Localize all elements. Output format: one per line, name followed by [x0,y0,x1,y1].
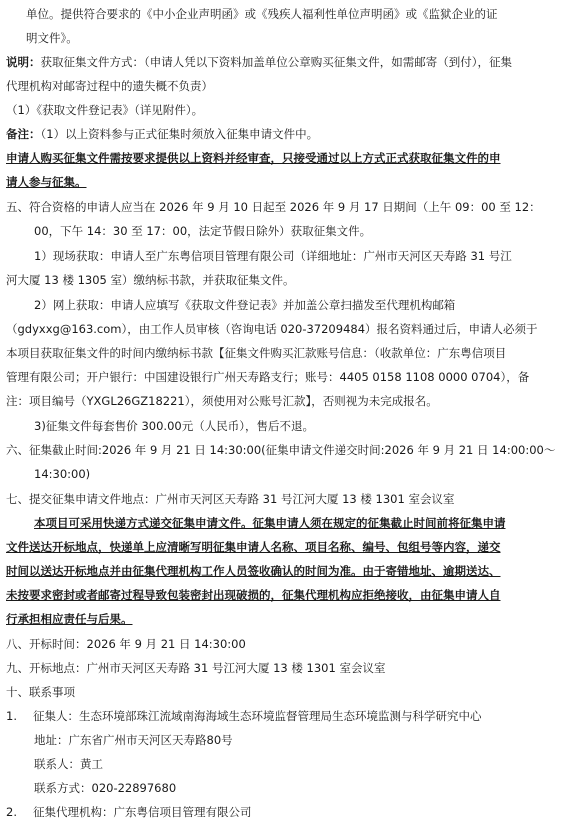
contact-label: 征集代理机构：广东粤信项目管理有限公司 [32,805,252,819]
contact-number: 2. [6,805,17,819]
contact-address: 地址：广东省广州市天河区天寿路80号 [34,733,233,747]
bold-notice-line: 未按要求密封或者邮寄过程导致包装密封出现破损的，征集代理机构应拒绝接收，由征集申请人自 [6,588,501,602]
section-9-heading: 九、开标地点：广州市天河区天寿路 31 号江河大厦 13 楼 1301 室会议室 [6,661,386,675]
contact-label: 征集人：生态环境部珠江流域南海海域生态环境监督管理局生态环境监测与科学研究中心 [32,709,482,723]
bold-notice-line: 行承担相应责任与后果。 [6,612,133,626]
warning-line: 申请人购买征集文件需按要求提供以上资料并经审查，只接受通过以上方式正式获取征集文件的申 [6,151,501,165]
section-5-heading: 五、符合资格的申请人应当在 2026 年 9 月 10 日起至 2026 年 9 月 17 日期间（上午 09：00 至 12： [6,200,541,214]
paragraph-line: 00，下午 14：30 至 17：00，法定节假日除外）获取征集文件。 [34,224,372,238]
section-10-heading: 十、联系事项 [6,685,75,699]
section-8-heading: 八、开标时间：2026 年 9 月 21 日 14:30:00 [6,637,246,651]
paragraph-line: 本项目获取征集文件的时间内缴纳标书款【征集文件购买汇款账号信息：（收款单位：广东粤信项目 [6,346,507,360]
bold-notice-line: 文件送达开标地点，快递单上应清晰写明征集申请人名称、项目名称、编号、包组号等内容，递交 [6,540,501,554]
paragraph-line: 管理有限公司；开户银行：中国建设银行广州天寿路支行；账号：4405 0158 1108 0000 0704），备 [6,370,530,384]
section-6-heading: 六、征集截止时间:2026 年 9 月 21 日 14:30:00(征集申请文件递交时间:2026 年 9 月 21 日 14:00:00～ [6,443,556,457]
paragraph-line: 单位。提供符合要求的《中小企业声明函》或《残疾人福利性单位声明函》或《监狱企业的证 [26,7,498,21]
paragraph-line: 注：项目编号（YXGL26GZ18221），须使用对公账号汇款】，否则视为未完成报名。 [6,394,438,408]
contact-person: 联系人：黄工 [34,757,103,771]
remark-label: 备注： [6,127,41,141]
section-7-heading: 七、提交征集申请文件地点：广州市天河区天寿路 31 号江河大厦 13 楼 1301 室会议室 [6,492,455,506]
paragraph-line: 明文件》。 [26,31,78,45]
remark-text: （1）以上资料参与正式征集时须放入征集申请文件中。 [40,127,319,141]
contact-phone: 联系方式：020-22897680 [34,781,177,795]
remark-line [6,124,318,144]
note-label: 说明： [6,55,41,69]
paragraph-line: 2）网上获取：申请人应填写《获取文件登记表》并加盖公章扫描发至代理机构邮箱 [34,298,456,312]
contact-2 [6,802,251,822]
bold-notice-line: 本项目可采用快递方式递交征集申请文件。征集申请人须在规定的征集截止时间前将征集申请 [34,516,506,530]
paragraph-line: 3)征集文件每套售价 300.00元（人民币），售后不退。 [34,419,314,433]
paragraph-line: 代理机构对邮寄过程中的遗失概不负责） [6,79,213,93]
note-line [6,52,512,72]
contact-1 [6,706,481,726]
paragraph-line: 1）现场获取：申请人至广东粤信项目管理有限公司（详细地址：广州市天河区天寿路 31 号江 [34,249,512,263]
contact-number: 1. [6,709,17,723]
list-item: （1）《获取文件登记表》（详见附件）。 [6,103,204,117]
bold-notice-line: 时间以送达开标地点并由征集代理机构工作人员签收确认的时间为准。由于寄错地址、逾期送达、 [6,564,501,578]
paragraph-line: （gdyxxg@163.com），由工作人员审核（咨询电话 020-37209484）报名资料通过后，申请人必须于 [6,322,538,336]
paragraph-line: 河大厦 13 楼 1305 室）缴纳标书款，并获取征集文件。 [6,273,295,287]
warning-line: 请人参与征集。 [6,175,87,189]
paragraph-line: 14:30:00) [34,467,91,481]
note-text: 获取征集文件方式：（申请人凭以下资料加盖单位公章购买征集文件，如需邮寄（到付），征集 [40,55,512,69]
